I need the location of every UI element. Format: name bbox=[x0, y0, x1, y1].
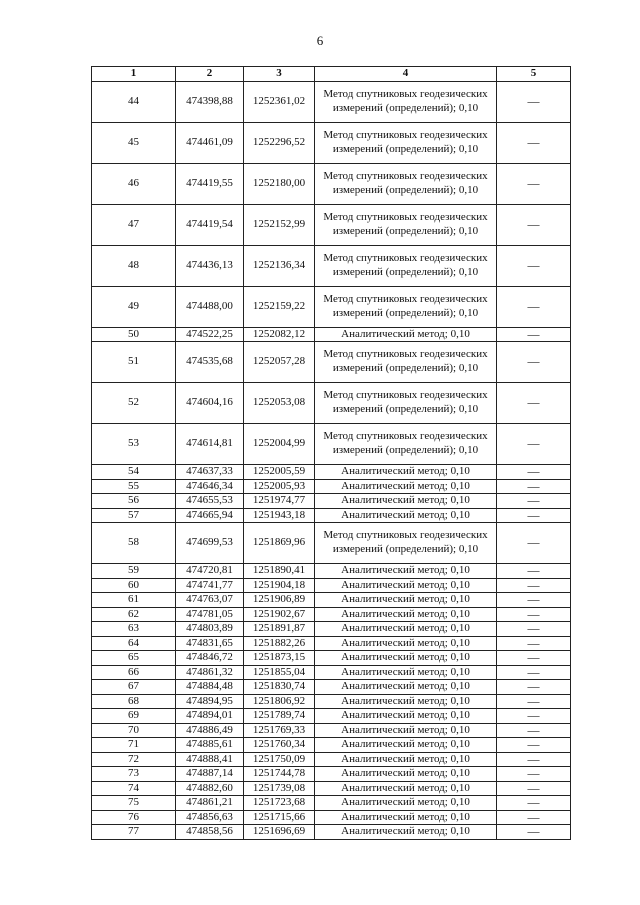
y-coordinate-cell: 1251723,68 bbox=[244, 796, 315, 811]
method-cell: Аналитический метод; 0,10 bbox=[315, 694, 497, 709]
note-cell: — bbox=[497, 163, 571, 204]
y-coordinate-cell: 1251873,15 bbox=[244, 651, 315, 666]
y-coordinate-cell: 1251806,92 bbox=[244, 694, 315, 709]
point-number-cell: 44 bbox=[92, 81, 176, 122]
note-cell: — bbox=[497, 81, 571, 122]
table-row bbox=[92, 723, 571, 738]
table-row bbox=[92, 622, 571, 637]
note-cell: — bbox=[497, 383, 571, 424]
point-number-cell: 65 bbox=[92, 651, 176, 666]
note-cell: — bbox=[497, 796, 571, 811]
note-cell: — bbox=[497, 622, 571, 637]
point-number-cell: 54 bbox=[92, 465, 176, 480]
point-number-cell: 59 bbox=[92, 564, 176, 579]
note-cell: — bbox=[497, 122, 571, 163]
x-coordinate-cell: 474535,68 bbox=[176, 342, 244, 383]
point-number-cell: 52 bbox=[92, 383, 176, 424]
table-row bbox=[92, 607, 571, 622]
y-coordinate-cell: 1251769,33 bbox=[244, 723, 315, 738]
method-cell: Аналитический метод; 0,10 bbox=[315, 593, 497, 608]
y-coordinate-cell: 1251891,87 bbox=[244, 622, 315, 637]
note-cell: — bbox=[497, 578, 571, 593]
note-cell: — bbox=[497, 680, 571, 695]
table-row bbox=[92, 680, 571, 695]
method-cell: Аналитический метод; 0,10 bbox=[315, 825, 497, 840]
x-coordinate-cell: 474858,56 bbox=[176, 825, 244, 840]
y-coordinate-cell: 1252296,52 bbox=[244, 122, 315, 163]
y-coordinate-cell: 1251902,67 bbox=[244, 607, 315, 622]
y-coordinate-cell: 1251869,96 bbox=[244, 523, 315, 564]
note-cell: — bbox=[497, 327, 571, 342]
x-coordinate-cell: 474884,48 bbox=[176, 680, 244, 695]
point-number-cell: 50 bbox=[92, 327, 176, 342]
x-coordinate-cell: 474419,54 bbox=[176, 204, 244, 245]
table-row bbox=[92, 593, 571, 608]
table-row bbox=[92, 523, 571, 564]
note-cell: — bbox=[497, 636, 571, 651]
x-coordinate-cell: 474665,94 bbox=[176, 508, 244, 523]
method-cell: Метод спутниковых геодезических измерений (определений); 0,10 bbox=[315, 424, 497, 465]
note-cell: — bbox=[497, 494, 571, 509]
header-col-1: 1 bbox=[92, 67, 176, 82]
method-cell: Метод спутниковых геодезических измерений (определений); 0,10 bbox=[315, 122, 497, 163]
y-coordinate-cell: 1251890,41 bbox=[244, 564, 315, 579]
y-coordinate-cell: 1251882,26 bbox=[244, 636, 315, 651]
table-row bbox=[92, 508, 571, 523]
table-row bbox=[92, 204, 571, 245]
header-col-5: 5 bbox=[497, 67, 571, 82]
y-coordinate-cell: 1251974,77 bbox=[244, 494, 315, 509]
header-col-4: 4 bbox=[315, 67, 497, 82]
point-number-cell: 51 bbox=[92, 342, 176, 383]
point-number-cell: 57 bbox=[92, 508, 176, 523]
point-number-cell: 76 bbox=[92, 810, 176, 825]
method-cell: Метод спутниковых геодезических измерений (определений); 0,10 bbox=[315, 163, 497, 204]
note-cell: — bbox=[497, 651, 571, 666]
x-coordinate-cell: 474436,13 bbox=[176, 245, 244, 286]
method-cell: Метод спутниковых геодезических измерений (определений); 0,10 bbox=[315, 383, 497, 424]
table-row bbox=[92, 709, 571, 724]
point-number-cell: 45 bbox=[92, 122, 176, 163]
point-number-cell: 61 bbox=[92, 593, 176, 608]
y-coordinate-cell: 1251696,69 bbox=[244, 825, 315, 840]
note-cell: — bbox=[497, 245, 571, 286]
y-coordinate-cell: 1251906,89 bbox=[244, 593, 315, 608]
table-body bbox=[92, 81, 571, 839]
y-coordinate-cell: 1251830,74 bbox=[244, 680, 315, 695]
note-cell: — bbox=[497, 738, 571, 753]
method-cell: Аналитический метод; 0,10 bbox=[315, 796, 497, 811]
x-coordinate-cell: 474741,77 bbox=[176, 578, 244, 593]
y-coordinate-cell: 1251739,08 bbox=[244, 781, 315, 796]
note-cell: — bbox=[497, 709, 571, 724]
point-number-cell: 75 bbox=[92, 796, 176, 811]
table-row bbox=[92, 578, 571, 593]
point-number-cell: 49 bbox=[92, 286, 176, 327]
y-coordinate-cell: 1251789,74 bbox=[244, 709, 315, 724]
table-row bbox=[92, 738, 571, 753]
y-coordinate-cell: 1252053,08 bbox=[244, 383, 315, 424]
point-number-cell: 46 bbox=[92, 163, 176, 204]
table-row bbox=[92, 383, 571, 424]
y-coordinate-cell: 1251744,78 bbox=[244, 767, 315, 782]
table-row bbox=[92, 81, 571, 122]
table-row bbox=[92, 752, 571, 767]
point-number-cell: 47 bbox=[92, 204, 176, 245]
method-cell: Аналитический метод; 0,10 bbox=[315, 622, 497, 637]
note-cell: — bbox=[497, 424, 571, 465]
y-coordinate-cell: 1252057,28 bbox=[244, 342, 315, 383]
note-cell: — bbox=[497, 342, 571, 383]
method-cell: Аналитический метод; 0,10 bbox=[315, 327, 497, 342]
method-cell: Метод спутниковых геодезических измерений (определений); 0,10 bbox=[315, 81, 497, 122]
method-cell: Аналитический метод; 0,10 bbox=[315, 781, 497, 796]
note-cell: — bbox=[497, 694, 571, 709]
x-coordinate-cell: 474398,88 bbox=[176, 81, 244, 122]
x-coordinate-cell: 474699,53 bbox=[176, 523, 244, 564]
table-row bbox=[92, 564, 571, 579]
method-cell: Аналитический метод; 0,10 bbox=[315, 564, 497, 579]
table-row bbox=[92, 465, 571, 480]
method-cell: Аналитический метод; 0,10 bbox=[315, 810, 497, 825]
y-coordinate-cell: 1251760,34 bbox=[244, 738, 315, 753]
note-cell: — bbox=[497, 479, 571, 494]
method-cell: Аналитический метод; 0,10 bbox=[315, 709, 497, 724]
y-coordinate-cell: 1252005,59 bbox=[244, 465, 315, 480]
table-row bbox=[92, 479, 571, 494]
table-row bbox=[92, 825, 571, 840]
method-cell: Аналитический метод; 0,10 bbox=[315, 494, 497, 509]
x-coordinate-cell: 474885,61 bbox=[176, 738, 244, 753]
note-cell: — bbox=[497, 752, 571, 767]
x-coordinate-cell: 474882,60 bbox=[176, 781, 244, 796]
table-row bbox=[92, 245, 571, 286]
x-coordinate-cell: 474781,05 bbox=[176, 607, 244, 622]
point-number-cell: 72 bbox=[92, 752, 176, 767]
point-number-cell: 66 bbox=[92, 665, 176, 680]
x-coordinate-cell: 474419,55 bbox=[176, 163, 244, 204]
x-coordinate-cell: 474614,81 bbox=[176, 424, 244, 465]
table-row bbox=[92, 163, 571, 204]
note-cell: — bbox=[497, 593, 571, 608]
point-number-cell: 48 bbox=[92, 245, 176, 286]
table-row bbox=[92, 781, 571, 796]
y-coordinate-cell: 1252152,99 bbox=[244, 204, 315, 245]
method-cell: Метод спутниковых геодезических измерений (определений); 0,10 bbox=[315, 245, 497, 286]
table-row bbox=[92, 694, 571, 709]
x-coordinate-cell: 474646,34 bbox=[176, 479, 244, 494]
table-row bbox=[92, 342, 571, 383]
y-coordinate-cell: 1252082,12 bbox=[244, 327, 315, 342]
header-col-2: 2 bbox=[176, 67, 244, 82]
point-number-cell: 71 bbox=[92, 738, 176, 753]
point-number-cell: 70 bbox=[92, 723, 176, 738]
point-number-cell: 67 bbox=[92, 680, 176, 695]
note-cell: — bbox=[497, 465, 571, 480]
table-row bbox=[92, 636, 571, 651]
y-coordinate-cell: 1252005,93 bbox=[244, 479, 315, 494]
table-row bbox=[92, 651, 571, 666]
y-coordinate-cell: 1251855,04 bbox=[244, 665, 315, 680]
method-cell: Метод спутниковых геодезических измерений (определений); 0,10 bbox=[315, 286, 497, 327]
point-number-cell: 56 bbox=[92, 494, 176, 509]
y-coordinate-cell: 1252159,22 bbox=[244, 286, 315, 327]
table-row bbox=[92, 796, 571, 811]
method-cell: Аналитический метод; 0,10 bbox=[315, 607, 497, 622]
point-number-cell: 58 bbox=[92, 523, 176, 564]
table-row bbox=[92, 665, 571, 680]
y-coordinate-cell: 1252361,02 bbox=[244, 81, 315, 122]
page-number: 6 bbox=[316, 33, 324, 48]
x-coordinate-cell: 474831,65 bbox=[176, 636, 244, 651]
note-cell: — bbox=[497, 508, 571, 523]
method-cell: Метод спутниковых геодезических измерений (определений); 0,10 bbox=[315, 342, 497, 383]
x-coordinate-cell: 474461,09 bbox=[176, 122, 244, 163]
x-coordinate-cell: 474861,21 bbox=[176, 796, 244, 811]
point-number-cell: 74 bbox=[92, 781, 176, 796]
x-coordinate-cell: 474720,81 bbox=[176, 564, 244, 579]
method-cell: Аналитический метод; 0,10 bbox=[315, 508, 497, 523]
x-coordinate-cell: 474637,33 bbox=[176, 465, 244, 480]
point-number-cell: 64 bbox=[92, 636, 176, 651]
x-coordinate-cell: 474894,95 bbox=[176, 694, 244, 709]
note-cell: — bbox=[497, 665, 571, 680]
note-cell: — bbox=[497, 564, 571, 579]
x-coordinate-cell: 474655,53 bbox=[176, 494, 244, 509]
method-cell: Аналитический метод; 0,10 bbox=[315, 636, 497, 651]
table-row bbox=[92, 424, 571, 465]
x-coordinate-cell: 474894,01 bbox=[176, 709, 244, 724]
x-coordinate-cell: 474803,89 bbox=[176, 622, 244, 637]
note-cell: — bbox=[497, 810, 571, 825]
point-number-cell: 69 bbox=[92, 709, 176, 724]
method-cell: Аналитический метод; 0,10 bbox=[315, 767, 497, 782]
x-coordinate-cell: 474888,41 bbox=[176, 752, 244, 767]
point-number-cell: 73 bbox=[92, 767, 176, 782]
table-header-row bbox=[92, 67, 571, 82]
y-coordinate-cell: 1252136,34 bbox=[244, 245, 315, 286]
point-number-cell: 53 bbox=[92, 424, 176, 465]
y-coordinate-cell: 1252004,99 bbox=[244, 424, 315, 465]
coordinates-table bbox=[91, 66, 571, 840]
y-coordinate-cell: 1251715,66 bbox=[244, 810, 315, 825]
point-number-cell: 55 bbox=[92, 479, 176, 494]
table-row bbox=[92, 494, 571, 509]
x-coordinate-cell: 474488,00 bbox=[176, 286, 244, 327]
note-cell: — bbox=[497, 781, 571, 796]
method-cell: Аналитический метод; 0,10 bbox=[315, 465, 497, 480]
method-cell: Метод спутниковых геодезических измерений (определений); 0,10 bbox=[315, 204, 497, 245]
note-cell: — bbox=[497, 523, 571, 564]
note-cell: — bbox=[497, 204, 571, 245]
x-coordinate-cell: 474887,14 bbox=[176, 767, 244, 782]
point-number-cell: 68 bbox=[92, 694, 176, 709]
note-cell: — bbox=[497, 286, 571, 327]
note-cell: — bbox=[497, 607, 571, 622]
table-row bbox=[92, 286, 571, 327]
note-cell: — bbox=[497, 767, 571, 782]
table-row bbox=[92, 122, 571, 163]
table-row bbox=[92, 810, 571, 825]
x-coordinate-cell: 474886,49 bbox=[176, 723, 244, 738]
y-coordinate-cell: 1251904,18 bbox=[244, 578, 315, 593]
point-number-cell: 62 bbox=[92, 607, 176, 622]
method-cell: Аналитический метод; 0,10 bbox=[315, 738, 497, 753]
x-coordinate-cell: 474846,72 bbox=[176, 651, 244, 666]
method-cell: Аналитический метод; 0,10 bbox=[315, 651, 497, 666]
x-coordinate-cell: 474861,32 bbox=[176, 665, 244, 680]
table-row bbox=[92, 327, 571, 342]
method-cell: Аналитический метод; 0,10 bbox=[315, 680, 497, 695]
y-coordinate-cell: 1252180,00 bbox=[244, 163, 315, 204]
y-coordinate-cell: 1251750,09 bbox=[244, 752, 315, 767]
x-coordinate-cell: 474604,16 bbox=[176, 383, 244, 424]
x-coordinate-cell: 474763,07 bbox=[176, 593, 244, 608]
method-cell: Аналитический метод; 0,10 bbox=[315, 723, 497, 738]
method-cell: Аналитический метод; 0,10 bbox=[315, 479, 497, 494]
method-cell: Аналитический метод; 0,10 bbox=[315, 578, 497, 593]
point-number-cell: 63 bbox=[92, 622, 176, 637]
method-cell: Аналитический метод; 0,10 bbox=[315, 752, 497, 767]
x-coordinate-cell: 474522,25 bbox=[176, 327, 244, 342]
point-number-cell: 60 bbox=[92, 578, 176, 593]
method-cell: Метод спутниковых геодезических измерений (определений); 0,10 bbox=[315, 523, 497, 564]
table-row bbox=[92, 767, 571, 782]
method-cell: Аналитический метод; 0,10 bbox=[315, 665, 497, 680]
header-col-3: 3 bbox=[244, 67, 315, 82]
y-coordinate-cell: 1251943,18 bbox=[244, 508, 315, 523]
note-cell: — bbox=[497, 825, 571, 840]
note-cell: — bbox=[497, 723, 571, 738]
x-coordinate-cell: 474856,63 bbox=[176, 810, 244, 825]
point-number-cell: 77 bbox=[92, 825, 176, 840]
